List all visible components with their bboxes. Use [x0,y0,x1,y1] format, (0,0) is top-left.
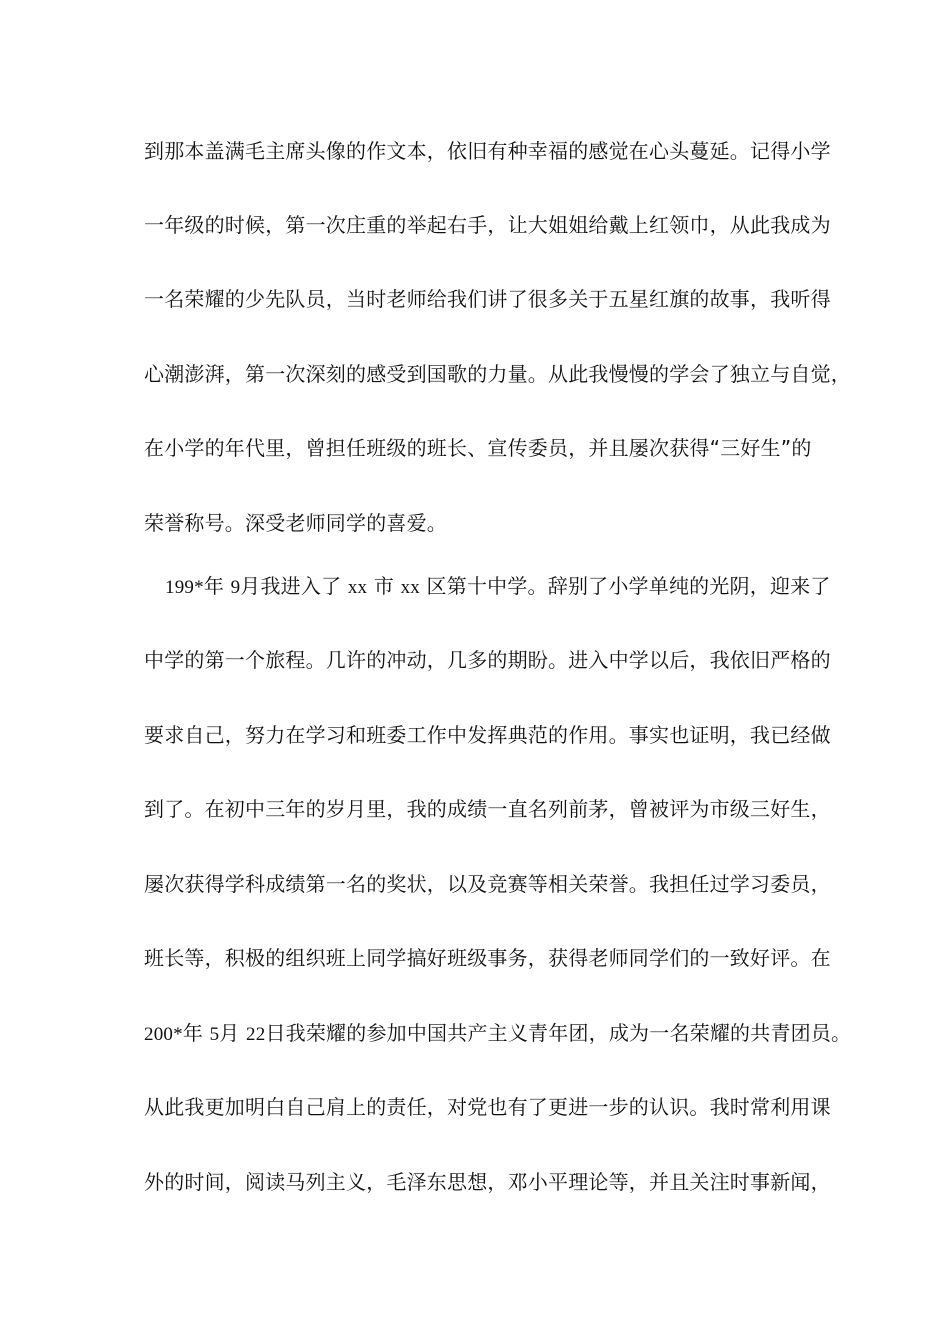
text-line-14: 从此我更加明白自己肩上的责任，对党也有了更进一步的认识。我时常利用课 [144,1095,831,1119]
year-text-2: 200* [144,1024,183,1045]
text-line-4: 心潮澎湃，第一次深刻的感受到国歌的力量。从此我慢慢的学会了独立与自觉， [144,362,851,386]
text-line-11: 屡次获得学科成绩第一名的奖状，以及竞赛等相关荣誉。我担任过学习委员， [144,872,831,896]
year-unit-2: 年 [182,1021,204,1045]
text-line-12: 班长等，积极的组织班上同学搞好班级事务，获得老师同学们的一致好评。在 [144,946,831,970]
text-line-10: 到了。在初中三年的岁月里，我的成绩一直名列前茅，曾被评为市级三好生， [144,797,831,821]
month-text: 月我进入了 [240,574,342,598]
district-placeholder: xx [400,577,420,598]
text-line-1: 到那本盖满毛主席头像的作文本，依旧有种幸福的感觉在心头蔓延。记得小学 [144,139,831,163]
text-line-6: 荣誉称号。深受老师同学的喜爱。 [144,511,447,535]
year-text: 199* [165,577,204,598]
city-placeholder: xx [347,577,368,598]
day-number: 22 [246,1024,266,1045]
text-line-2: 一年级的时候，第一次庄重的举起右手，让大姐姐给戴上红领巾，从此我成为 [144,213,831,237]
date-line [144,1018,852,1048]
text-line-15: 外的时间，阅读马列主义，毛泽东思想，邓小平理论等，并且关注时事新闻， [144,1170,831,1194]
city-unit: 市 [373,574,395,598]
text-line-8: 中学的第一个旅程。几许的冲动，几多的期盼。进入中学以后，我依旧严格的 [144,648,831,672]
month-number-2: 5 [209,1024,220,1045]
year-unit: 年 [203,574,225,598]
text-line-9: 要求自己，努力在学习和班委工作中发挥典范的作用。事实也证明，我已经做 [144,723,831,747]
date-line-text: 日我荣耀的参加中国共产主义青年团，成为一名荣耀的共青团员。 [265,1021,852,1045]
district-text: 区第十中学。辞别了小学单纯的光阴，迎来了 [426,574,831,598]
paragraph-2-first-line [165,571,845,601]
month-unit-2: 月 [219,1021,240,1045]
text-line-3: 一名荣耀的少先队员，当时老师给我们讲了很多关于五星红旗的故事，我听得 [144,287,831,311]
text-line-5: 在小学的年代里，曾担任班级的班长、宣传委员，并且屡次获得“三好生”的 [144,436,812,460]
month-number: 9 [230,577,241,598]
